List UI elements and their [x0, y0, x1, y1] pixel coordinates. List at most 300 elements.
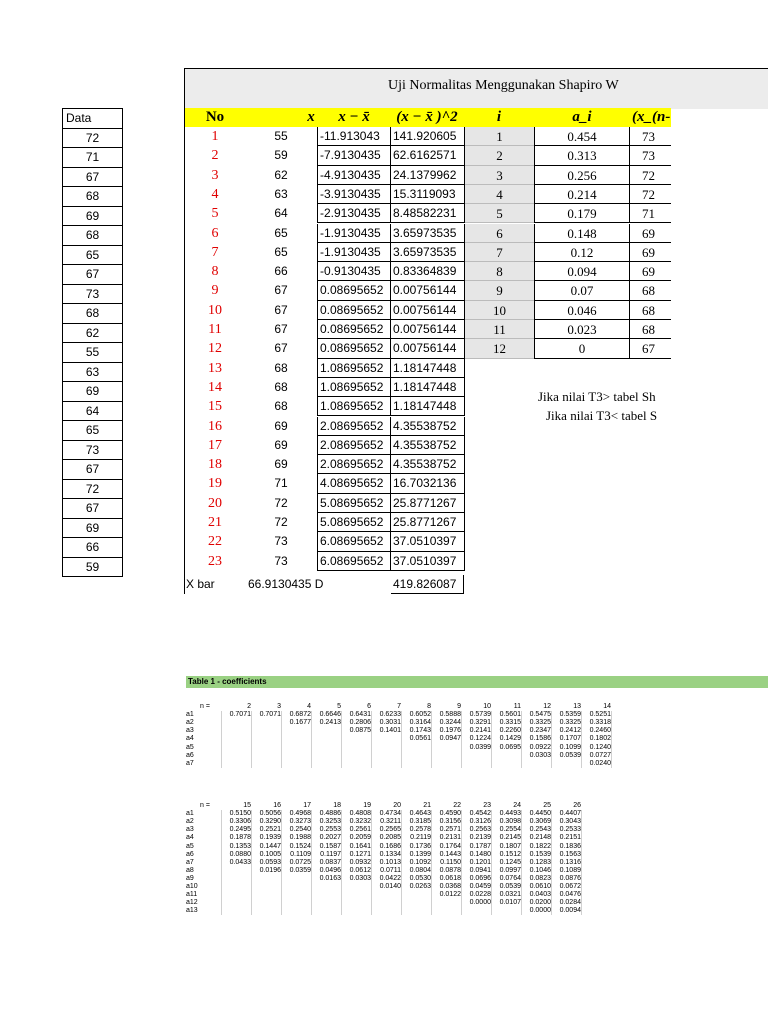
coefficient-value: 0.2027 [319, 834, 341, 842]
row-a: 0.023 [534, 320, 630, 339]
header-deviation: x − x̄ [338, 109, 370, 125]
coefficient-value: 0.3185 [409, 818, 431, 826]
row-a: 0.313 [534, 146, 630, 165]
row-squared: 0.00756144 [391, 320, 465, 339]
coefficient-n: 6 [367, 703, 371, 710]
row-a: 0.256 [534, 166, 630, 185]
coefficient-label: a1 [186, 810, 194, 818]
coefficient-value: 0.2145 [499, 834, 521, 842]
xbar-value: 66.9130435 D [248, 577, 324, 591]
coefficient-value: 0.0823 [529, 874, 551, 882]
row-a: 0.046 [534, 301, 630, 320]
coefficient-value: 0.1197 [320, 850, 341, 858]
coefficient-value: 0.1150 [440, 858, 461, 866]
row-squared: 0.00756144 [391, 339, 465, 358]
coefficient-value: 0.6233 [379, 711, 401, 719]
row-number: 16 [208, 418, 222, 434]
coefficient-value: 0.4808 [349, 810, 371, 818]
coefficient-value: 0.1939 [259, 834, 281, 842]
coefficient-n: 26 [573, 802, 581, 809]
coefficient-gridline [461, 810, 462, 915]
coefficient-gridline [551, 810, 552, 915]
table-row [185, 494, 465, 513]
coefficient-label: a3 [186, 727, 194, 735]
coefficient-value: 0.0876 [559, 874, 581, 882]
coefficient-value: 0.1512 [499, 850, 521, 858]
coefficient-row [465, 339, 671, 358]
header-no: No [205, 109, 225, 125]
coefficient-value: 0.0610 [529, 883, 551, 890]
coefficient-value: 0.4407 [559, 810, 581, 818]
row-x: 72 [274, 515, 288, 529]
row-deviation: 5.08695652 [317, 513, 391, 532]
coefficient-value: 0.2059 [349, 834, 371, 842]
coefficient-gridline [341, 810, 342, 915]
coefficient-label: a12 [186, 899, 198, 907]
coefficient-value: 0.1736 [409, 842, 431, 850]
coefficient-value: 0.0612 [349, 866, 371, 874]
coefficient-value: 0.1807 [499, 842, 521, 850]
row-a: 0.179 [534, 204, 630, 223]
row-xn: 73 [630, 146, 671, 165]
row-x: 62 [274, 167, 288, 182]
coefficient-value: 0.2148 [529, 834, 551, 842]
coefficient-label: a4 [186, 735, 194, 743]
row-deviation: 0.08695652 [317, 339, 391, 358]
data-value: 66 [62, 538, 123, 558]
coefficient-value: 0.1271 [349, 850, 371, 858]
coefficient-value: 0.0561 [409, 735, 431, 743]
coefficient-value: 0.2540 [289, 826, 311, 834]
coefficient-value: 0.0263 [409, 883, 431, 890]
data-value: 73 [62, 441, 123, 461]
data-value: 59 [62, 558, 123, 578]
coefficient-value: 0.4968 [289, 810, 311, 818]
table-row [185, 320, 465, 339]
coefficient-value: 0.0000 [529, 907, 551, 915]
coefficient-row [465, 204, 671, 223]
coefficient-value: 0.0200 [529, 899, 551, 907]
data-value: 68 [62, 187, 123, 207]
row-i: 2 [465, 146, 534, 165]
coefficient-value: 0.1429 [499, 735, 521, 743]
coefficient-row [465, 224, 671, 243]
coefficient-value: 0.0399 [469, 743, 491, 751]
coefficient-value: 0.2139 [469, 834, 491, 842]
coefficient-value: 0.1641 [349, 842, 371, 850]
coefficient-value: 0.3098 [499, 818, 521, 826]
table-row [185, 359, 465, 378]
coefficient-value: 0.0140 [379, 883, 401, 890]
coefficient-n: 18 [333, 802, 341, 809]
coefficient-value: 0.2554 [499, 826, 521, 834]
coefficient-value: 0.0303 [529, 751, 551, 759]
row-squared: 1.18147448 [391, 397, 465, 416]
row-i: 9 [465, 281, 534, 300]
row-deviation: 0.08695652 [317, 320, 391, 339]
coefficient-value: 0.0284 [559, 899, 581, 907]
coefficient-value: 0.5888 [439, 711, 461, 719]
row-deviation: 2.08695652 [317, 436, 391, 455]
row-x: 73 [274, 553, 288, 568]
coefficient-n: 7 [397, 703, 401, 710]
coefficient-value: 0.0764 [499, 874, 521, 882]
coefficient-value: 0.0240 [589, 759, 611, 767]
row-squared: 0.83364839 [391, 262, 465, 281]
coefficient-value: 0.1089 [559, 866, 581, 874]
coefficient-value: 0.4590 [439, 810, 461, 818]
table-row [185, 455, 465, 474]
row-x: 64 [274, 206, 288, 221]
coefficient-table-image [186, 672, 768, 962]
coefficient-value: 0.2565 [379, 826, 401, 834]
row-xn: 69 [630, 224, 671, 243]
row-deviation: 4.08695652 [317, 474, 391, 493]
coefficient-n-label: n = [200, 703, 210, 710]
coefficient-value: 0.1092 [409, 858, 431, 866]
row-x: 68 [274, 360, 288, 375]
row-x: 69 [274, 437, 288, 452]
sheet-title: Uji Normalitas Menggunakan Shapiro W [388, 78, 619, 93]
row-i: 7 [465, 243, 534, 262]
coefficient-value: 0.2563 [469, 826, 491, 834]
row-deviation: 2.08695652 [317, 417, 391, 436]
coefficient-n: 2 [247, 703, 251, 710]
coefficient-value: 0.0997 [499, 866, 521, 874]
coefficient-value: 0.0359 [289, 866, 311, 874]
coefficient-label: a6 [186, 751, 194, 759]
row-deviation: 1.08695652 [317, 397, 391, 416]
row-squared: 37.0510397 [391, 552, 465, 571]
row-x: 65 [274, 244, 288, 259]
coefficient-n: 25 [543, 802, 551, 809]
row-squared: 3.65973535 [391, 224, 465, 243]
data-value: 71 [62, 148, 123, 168]
data-value: 62 [62, 324, 123, 344]
header-x: x [307, 109, 315, 125]
coefficient-value: 0.0618 [439, 874, 461, 882]
coefficient-gridline [581, 711, 582, 768]
data-value: 67 [62, 265, 123, 285]
row-deviation: 1.08695652 [317, 359, 391, 378]
row-a: 0.454 [534, 127, 630, 146]
coefficient-gridline [431, 711, 432, 768]
coefficient-label: a1 [186, 711, 194, 719]
coefficient-n: 19 [363, 802, 371, 809]
coefficient-label: a13 [186, 907, 198, 915]
coefficient-value: 0.0725 [289, 858, 311, 866]
coefficient-value: 0.1201 [469, 858, 491, 866]
table-row [185, 474, 465, 493]
coefficient-value: 0.3244 [439, 719, 461, 727]
coefficient-label: a6 [186, 850, 194, 858]
row-x: 68 [274, 379, 288, 394]
data-value: 64 [62, 402, 123, 422]
coefficient-value: 0.0539 [499, 883, 521, 890]
sum-squares: 419.826087 [391, 575, 464, 594]
row-deviation: -1.9130435 [317, 224, 391, 243]
row-x: 59 [274, 148, 288, 163]
coefficient-n: 11 [513, 703, 521, 710]
row-deviation: 5.08695652 [317, 494, 391, 513]
coefficient-value: 0.5475 [529, 711, 551, 719]
coefficient-row [465, 262, 671, 281]
coefficient-value: 0.2085 [379, 834, 401, 842]
row-deviation: 1.08695652 [317, 378, 391, 397]
row-number: 1 [211, 129, 219, 144]
coefficient-row [465, 281, 671, 300]
row-number: 17 [208, 437, 222, 453]
coefficient-label: a2 [186, 719, 194, 727]
coefficient-value: 0.1480 [469, 850, 491, 858]
row-deviation: -1.9130435 [317, 243, 391, 262]
coefficient-value: 0.1443 [439, 850, 461, 858]
coefficient-value: 0.3306 [229, 818, 251, 826]
data-column [62, 108, 123, 577]
row-a: 0.148 [534, 224, 630, 243]
row-a: 0.094 [534, 262, 630, 281]
coefficient-gridline [611, 711, 612, 768]
row-x: 67 [274, 283, 288, 298]
coefficient-value: 0.1539 [529, 850, 551, 858]
row-squared: 24.1379962 [391, 166, 465, 185]
coefficient-value: 0.3156 [439, 818, 461, 826]
coefficient-value: 0.3325 [559, 719, 581, 727]
coefficient-value: 0.0947 [439, 735, 461, 743]
coefficient-value: 0.2553 [319, 826, 341, 834]
coefficient-row [465, 301, 671, 320]
row-deviation: -11.913043 [317, 127, 391, 146]
row-number: 4 [211, 186, 219, 202]
coefficient-value: 0.2413 [319, 719, 341, 727]
data-value: 69 [62, 382, 123, 402]
xbar-label: X bar [186, 577, 215, 591]
row-i: 11 [465, 320, 534, 339]
table-row [185, 417, 465, 436]
coefficient-label: a5 [186, 842, 194, 850]
row-deviation: 6.08695652 [317, 532, 391, 551]
row-squared: 0.00756144 [391, 301, 465, 320]
coefficient-row [465, 320, 671, 339]
row-squared: 8.48582231 [391, 204, 465, 223]
data-values [62, 129, 123, 578]
coefficient-value: 0.0422 [379, 874, 401, 882]
row-number: 2 [211, 148, 219, 164]
data-value: 69 [62, 519, 123, 539]
data-value: 65 [62, 246, 123, 266]
coefficient-value: 0.1836 [559, 842, 581, 850]
coefficient-value: 0.0530 [409, 874, 431, 882]
coefficient-value: 0.6872 [289, 711, 311, 719]
coefficient-value: 0.0880 [229, 850, 251, 858]
row-x: 69 [274, 457, 288, 472]
coefficient-value: 0.2571 [439, 826, 461, 834]
data-value: 68 [62, 304, 123, 324]
row-squared: 4.35538752 [391, 436, 465, 455]
coefficient-row [465, 127, 671, 146]
row-number: 14 [208, 379, 222, 395]
table-row [185, 301, 465, 320]
table-row [185, 243, 465, 262]
coefficient-gridline [251, 810, 252, 915]
table-row [185, 378, 465, 397]
coefficient-value: 0.1401 [379, 727, 401, 735]
note-2: Jika nilai T3< tabel S [546, 408, 658, 423]
coefficient-value: 0.1353 [229, 842, 251, 850]
row-number: 15 [208, 399, 222, 415]
table-row [185, 262, 465, 281]
coefficient-value: 0.1787 [469, 842, 491, 850]
coefficient-label: a4 [186, 834, 194, 842]
row-squared: 25.8771267 [391, 494, 465, 513]
row-number: 19 [208, 476, 222, 492]
row-squared: 3.65973535 [391, 243, 465, 262]
data-value: 67 [62, 499, 123, 519]
coefficient-value: 0.4450 [529, 810, 551, 818]
coefficient-value: 0.2151 [559, 834, 581, 842]
coefficient-value: 0.1743 [409, 727, 431, 735]
row-a: 0.12 [534, 243, 630, 262]
coefficient-n: 22 [453, 802, 461, 809]
coefficient-value: 0.5251 [589, 711, 611, 719]
row-x: 68 [274, 399, 288, 414]
header-i: i [496, 109, 502, 125]
coefficient-n: 14 [603, 703, 611, 710]
coefficient-value: 0.2131 [439, 834, 461, 842]
coefficient-value: 0.4493 [499, 810, 521, 818]
coefficient-value: 0.6431 [349, 711, 371, 719]
coefficient-value: 0.1988 [289, 834, 311, 842]
row-xn: 68 [630, 320, 671, 339]
row-squared: 62.6162571 [391, 146, 465, 165]
row-squared: 16.7032136 [391, 474, 465, 493]
coefficient-n: 5 [337, 703, 341, 710]
data-value: 67 [62, 460, 123, 480]
coefficient-value: 0.0496 [319, 866, 341, 874]
row-number: 9 [211, 283, 219, 299]
table-row [185, 185, 465, 204]
coefficient-value: 0.0403 [529, 891, 551, 899]
row-x: 67 [274, 341, 288, 356]
row-xn: 72 [630, 185, 671, 204]
coefficient-value: 0.2347 [529, 727, 551, 735]
row-number: 5 [211, 206, 219, 222]
coefficient-label: a10 [186, 883, 198, 890]
coefficient-value: 0.5359 [559, 711, 581, 719]
row-i: 8 [465, 262, 534, 281]
row-deviation: -3.9130435 [317, 185, 391, 204]
table-row [185, 224, 465, 243]
data-header: Data [62, 108, 123, 129]
coefficient-value: 0.5739 [469, 711, 491, 719]
data-value: 55 [62, 343, 123, 363]
coefficient-gridline [311, 711, 312, 768]
coefficient-value: 0.2119 [410, 834, 431, 842]
row-xn: 71 [630, 204, 671, 223]
coefficient-n: 21 [423, 802, 431, 809]
coefficient-value: 0.1245 [499, 858, 521, 866]
row-x: 71 [274, 476, 288, 491]
coefficient-value: 0.0837 [319, 858, 341, 866]
data-value: 69 [62, 207, 123, 227]
coefficient-value: 0.4542 [469, 810, 491, 818]
coefficient-gridline [371, 810, 372, 915]
coefficient-n: 4 [307, 703, 311, 710]
row-squared: 141.920605 [391, 127, 465, 146]
table-row [185, 166, 465, 185]
coefficient-value: 0.3253 [319, 818, 341, 826]
coefficient-value: 0.1976 [439, 727, 461, 735]
coefficient-gridline [311, 810, 312, 915]
coefficient-gridline [401, 711, 402, 768]
row-number: 3 [211, 167, 219, 183]
coefficient-value: 0.3232 [349, 818, 371, 826]
coefficient-value: 0.0878 [439, 866, 461, 874]
table-row [185, 532, 465, 551]
coefficient-value: 0.1316 [559, 858, 581, 866]
coefficient-value: 0.0459 [469, 883, 491, 890]
coefficient-value: 0.0941 [469, 866, 491, 874]
table-row [185, 436, 465, 455]
coefficient-value: 0.0932 [349, 858, 371, 866]
coefficient-label: a2 [186, 818, 194, 826]
coefficient-label: a7 [186, 858, 194, 866]
coefficient-label: a5 [186, 743, 194, 751]
coefficient-value: 0.1587 [319, 842, 341, 850]
coefficient-value: 0.7071 [229, 711, 251, 719]
coefficient-value: 0.3164 [409, 719, 431, 727]
row-xn: 69 [630, 243, 671, 262]
row-a: 0 [534, 339, 630, 358]
coefficient-value: 0.1677 [289, 719, 311, 727]
coefficient-value: 0.6052 [409, 711, 431, 719]
data-value: 65 [62, 421, 123, 441]
coefficient-value: 0.5601 [499, 711, 521, 719]
coefficient-value: 0.2412 [559, 727, 581, 735]
coefficient-value: 0.0711 [380, 866, 401, 874]
row-xn: 69 [630, 262, 671, 281]
coefficient-value: 0.7071 [259, 711, 281, 719]
row-xn: 68 [630, 281, 671, 300]
row-deviation: -7.9130435 [317, 146, 391, 165]
coefficient-value: 0.2543 [529, 826, 551, 834]
row-squared: 1.18147448 [391, 359, 465, 378]
row-x: 63 [274, 186, 288, 201]
row-i: 10 [465, 301, 534, 320]
header-a: a_i [572, 109, 592, 125]
row-x: 67 [274, 322, 288, 336]
coefficient-value: 0.0875 [349, 727, 371, 735]
coefficient-gridline [371, 711, 372, 768]
row-x: 72 [274, 495, 288, 510]
data-value: 63 [62, 363, 123, 383]
coefficient-value: 0.3290 [259, 818, 281, 826]
row-x: 66 [274, 264, 288, 279]
coefficient-value: 0.3291 [469, 719, 491, 727]
coefficient-value: 0.4734 [379, 810, 401, 818]
table-row [185, 513, 465, 532]
coefficient-value: 0.1283 [529, 858, 551, 866]
data-value: 73 [62, 285, 123, 305]
table-row [185, 339, 465, 358]
coefficient-value: 0.2260 [499, 727, 521, 735]
data-value: 68 [62, 226, 123, 246]
coefficient-value: 0.1878 [229, 834, 251, 842]
row-deviation: 0.08695652 [317, 301, 391, 320]
coefficient-gridline [521, 810, 522, 915]
row-number: 7 [211, 244, 219, 260]
coefficient-value: 0.0539 [559, 751, 581, 759]
